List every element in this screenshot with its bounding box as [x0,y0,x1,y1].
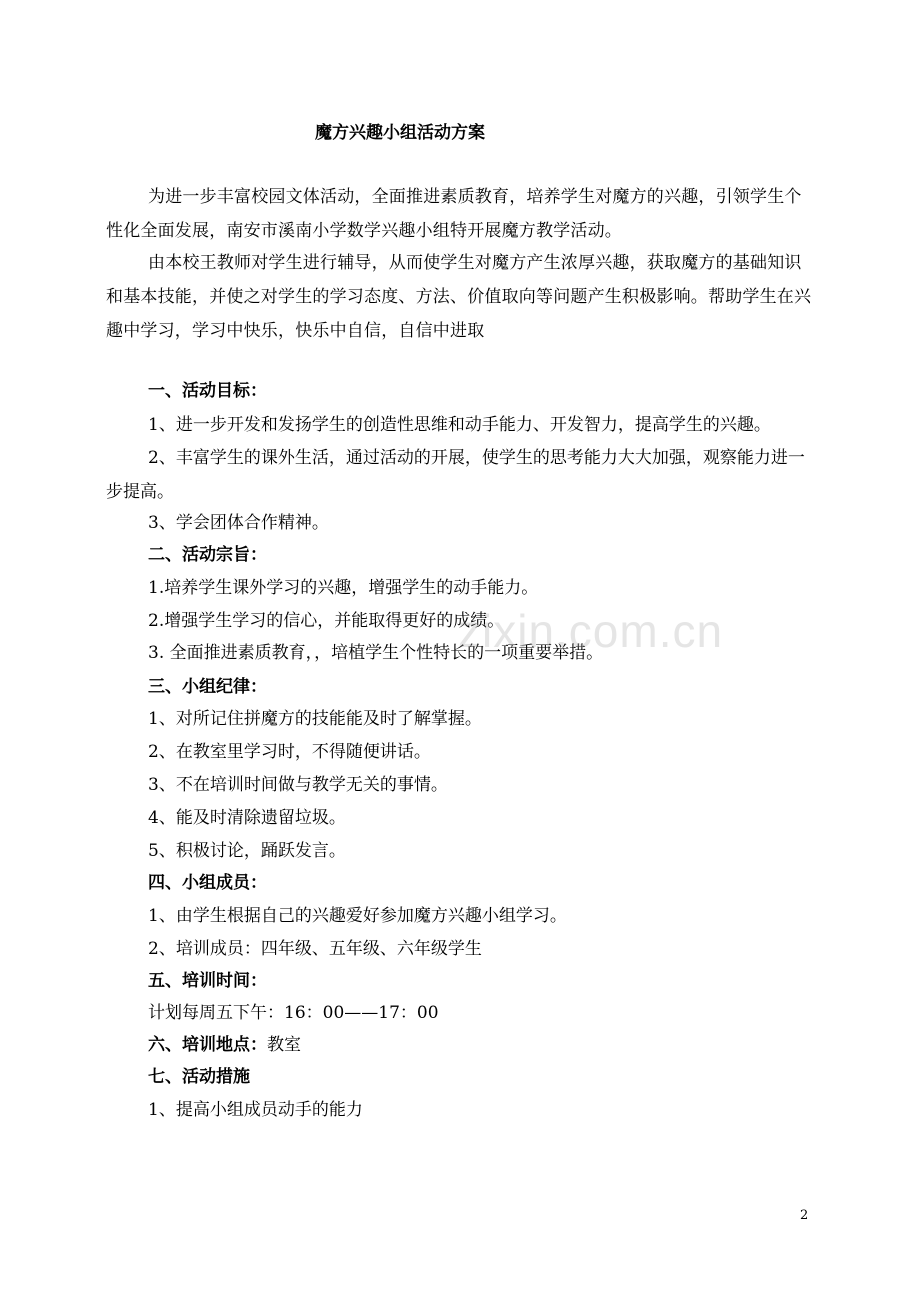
discipline-item-5: 5、积极讨论，踊跃发言。 [148,841,346,861]
location-heading-label: 六、培训地点： [148,1035,267,1055]
section-heading-goals: 一、活动目标： [148,381,267,401]
purpose-item-1: 1.培养学生课外学习的兴趣，增强学生的动手能力。 [148,578,539,598]
intro-paragraph-1: 为进一步丰富校园文体活动，全面推进素质教育，培养学生对魔方的兴趣，引领学生个性化全面发展，南安市溪南小学数学兴趣小组特开展魔方教学活动。 [106,187,802,241]
goals-item-2: 2、丰富学生的课外生活，通过活动的开展，使学生的思考能力大大加强，观察能力进一步提高。 [106,448,805,502]
measures-item-1: 1、提高小组成员动手的能力 [148,1100,363,1120]
section-heading-location [148,1028,301,1062]
discipline-item-4: 4、能及时清除遗留垃圾。 [148,808,346,828]
document-title-text: 魔方兴趣小组活动方案 [315,123,485,143]
discipline-item-2: 2、在教室里学习时，不得随便讲话。 [148,742,431,762]
watermark: zixin.com.cn [458,605,724,657]
section-heading-members: 四、小组成员： [148,873,267,893]
location-value: 教室 [267,1035,301,1055]
goals-item-3: 3、学会团体合作精神。 [148,513,329,533]
section-heading-purpose: 二、活动宗旨： [148,545,267,565]
document-title [0,118,800,143]
purpose-item-3: 3. 全面推进素质教育，，培植学生个性特长的一项重要举措。 [148,643,604,663]
goals-item-1: 1、进一步开发和发扬学生的创造性思维和动手能力、开发智力，提高学生的兴趣。 [148,415,771,435]
section-heading-measures: 七、活动措施 [148,1067,250,1087]
members-item-1: 1、由学生根据自己的兴趣爱好参加魔方兴趣小组学习。 [148,906,567,926]
members-item-2: 2、培训成员：四年级、五年级、六年级学生 [148,939,482,959]
section-heading-discipline: 三、小组纪律： [148,677,267,697]
purpose-item-2: 2.增强学生学习的信心，并能取得更好的成绩。 [148,611,505,631]
page-number: 2 [800,1208,809,1223]
intro-paragraph-2: 由本校王教师对学生进行辅导，从而使学生对魔方产生浓厚兴趣，获取魔方的基础知识和基本技能，并使之对学生的学习态度、方法、价值取向等问题产生积极影响。帮助学生在兴趣中学习，学习中快乐，快乐中自信，自信中进取 [106,253,812,341]
section-heading-time: 五、培训时间： [148,971,267,991]
time-item-1: 计划每周五下午：16：00——17：00 [148,1003,439,1023]
discipline-item-3: 3、不在培训时间做与教学无关的事情。 [148,775,448,795]
discipline-item-1: 1、对所记住拼魔方的技能能及时了解掌握。 [148,709,482,729]
